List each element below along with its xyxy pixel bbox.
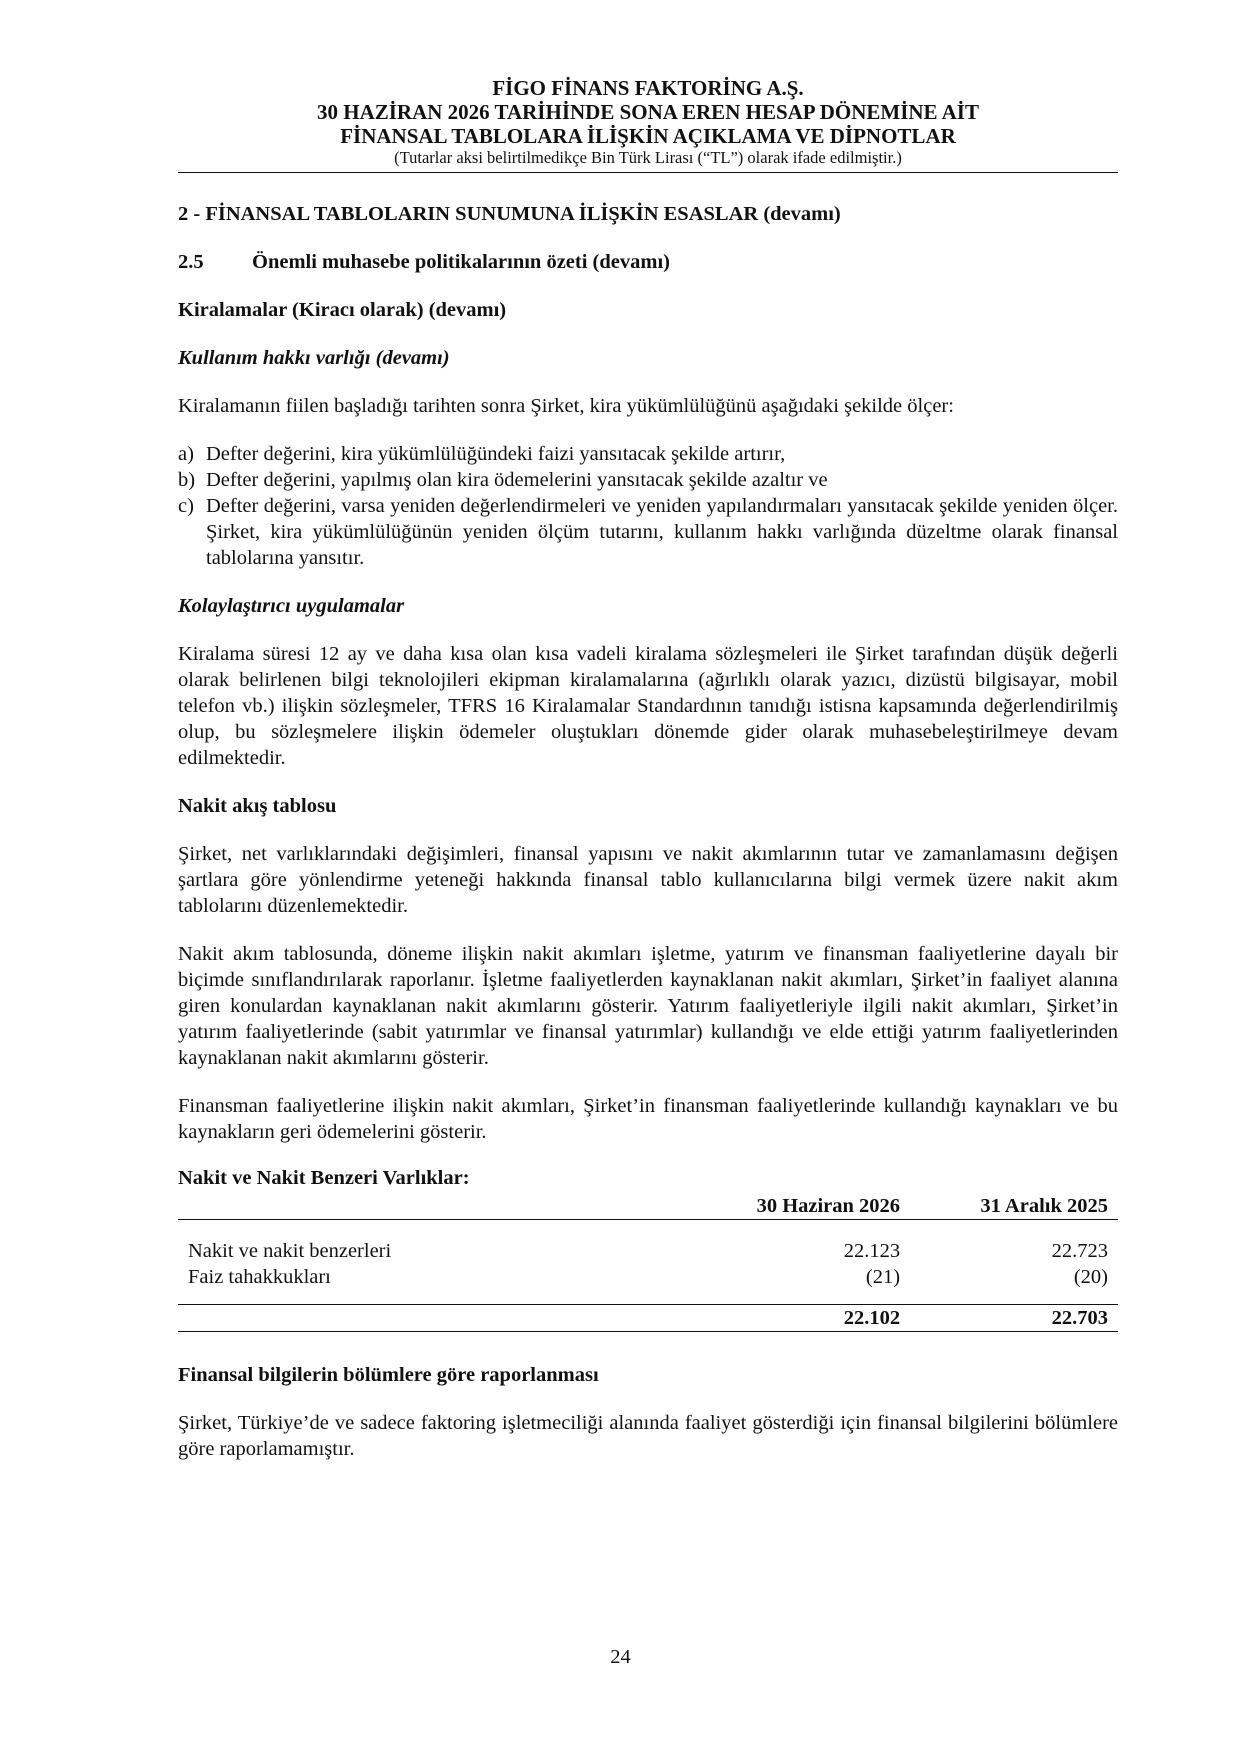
segment-paragraph: Şirket, Türkiye’de ve sadece faktoring işletmeciliği alanında faaliyet gösterdiği için finansal bilgilerini bölümlere göre raporlamamıştır. (178, 1412, 1118, 1460)
list-item (178, 493, 1118, 571)
list-item-text: Defter değerini, varsa yeniden değerlendirmeleri ve yeniden yapılandırmaları yansıtacak şekilde yeniden ölçer. Şirket, kira yükümlülüğünün yeniden ölçüm tutarını, kullanım hakkı varlığında düzeltme olarak finansal tablolarına yansıtır. (206, 495, 1118, 569)
practical-expedients-paragraph: Kiralama süresi 12 ay ve daha kısa olan kısa vadeli kiralama sözleşmeleri ile Şirket tarafından düşük değerli olarak belirlenen bilgi teknolojileri ekipman kiralamalarına (ağırlıklı olarak yazıcı, dizüstü bilgisayar, mobil telefon vb.) ilişkin sözleşmeler, TFRS 16 Kiralamalar Standardının tanıdığı istisna kapsamında değerlendirilmiş olup, bu sözleşmelere ilişkin ödemeler oluştukları dönemde gider olarak muhasebeleştirilmeye devam edilmektedir. (178, 643, 1118, 769)
column-header: 31 Aralık 2025 (910, 1191, 1118, 1220)
currency-note: (Tutarlar aksi belirtilmedikçe Bin Türk Lirası (“TL”) olarak ifade edilmiştir.) (394, 148, 902, 167)
header-divider (178, 172, 1118, 173)
column-header: 30 Haziran 2026 (663, 1191, 911, 1220)
document-header (178, 76, 1118, 173)
cell-value: 22.123 (843, 1240, 901, 1262)
list-item-text: Defter değerini, kira yükümlülüğündeki faizi yansıtacak şekilde artırır, (206, 443, 786, 465)
list-item (178, 441, 1118, 467)
cash-flow-paragraph: Finansman faaliyetlerine ilişkin nakit akımları, Şirket’in finansman faaliyetlerinde kullandığı kaynakları ve bu kaynakların geri ödemelerini gösterir. (178, 1095, 1118, 1143)
cash-flow-paragraph: Şirket, net varlıklarındaki değişimleri, finansal yapısını ve nakit akımlarının tutar ve zamanlamasını değişen şartlara göre yönlendirme yeteneği hakkında finansal tablo kullanıcılarına bilgi vermek üzere nakit akım tablolarını düzenlemektedir. (178, 843, 1118, 917)
list-item (178, 467, 1118, 493)
total-value: 22.703 (910, 1305, 1118, 1332)
cell-value: 22.723 (1051, 1240, 1108, 1262)
period-title: 30 HAZİRAN 2026 TARİHİNDE SONA EREN HESAP DÖNEMİNE AİT (316, 100, 979, 124)
cell-value: (21) (865, 1266, 901, 1288)
list-marker: a) (178, 443, 194, 465)
rou-heading: Kullanım hakkı varlığı (devamı) (178, 347, 450, 369)
table-header-row (178, 1191, 1118, 1220)
leases-heading: Kiralamalar (Kiracı olarak) (devamı) (178, 299, 507, 321)
row-label: Faiz tahakkukları (188, 1266, 331, 1288)
statement-title: FİNANSAL TABLOLARA İLİŞKİN AÇIKLAMA VE DİPNOTLAR (340, 124, 956, 148)
list-marker: c) (178, 495, 194, 517)
cash-flow-heading: Nakit akış tablosu (178, 795, 337, 817)
rou-measurement-list (178, 441, 1118, 571)
list-item-text: Defter değerini, yapılmış olan kira ödemelerini yansıtacak şekilde azaltır ve (206, 469, 828, 491)
table-total-row (178, 1305, 1118, 1332)
document-page (178, 76, 1118, 1462)
cell-value: (20) (1073, 1266, 1108, 1288)
total-value: 22.102 (663, 1305, 911, 1332)
table-row (178, 1264, 1118, 1290)
practical-expedients-heading: Kolaylaştırıcı uygulamalar (178, 595, 405, 617)
rou-intro-paragraph: Kiralamanın fiilen başladığı tarihten sonra Şirket, kira yükümlülüğünü aşağıdaki şekilde ölçer: (178, 395, 954, 417)
list-marker: b) (178, 469, 196, 491)
subsection-title: Önemli muhasebe politikalarının özeti (devamı) (252, 251, 670, 273)
table-row (178, 1238, 1118, 1264)
row-label: Nakit ve nakit benzerleri (188, 1240, 392, 1262)
section-title: 2 - FİNANSAL TABLOLARIN SUNUMUNA İLİŞKİN ESASLAR (devamı) (178, 203, 841, 225)
company-name: FİGO FİNANS FAKTORİNG A.Ş. (492, 76, 804, 100)
cash-flow-paragraph: Nakit akım tablosunda, döneme ilişkin nakit akımları işletme, yatırım ve finansman faaliyetlerine dayalı bir biçimde sınıflandırılarak raporlanır. İşletme faaliyetlerden kaynaklanan nakit akımları, Şirket’in faaliyet alanına giren konulardan kaynaklanan nakit akımlarını gösterir. Yatırım faaliyetleriyle ilgili nakit akımları, Şirket’in yatırım faaliyetlerinde (sabit yatırımlar ve finansal yatırımlar) kullandığı ve elde ettiği yatırım faaliyetlerinden kaynaklanan nakit akımlarını gösterir. (178, 943, 1118, 1069)
subsection-number: 2.5 (178, 251, 204, 273)
subsection-heading (178, 249, 1118, 275)
page-number: 24 (610, 1646, 631, 1668)
cash-equivalents-table (178, 1191, 1118, 1332)
cash-table-title: Nakit ve Nakit Benzeri Varlıklar: (178, 1167, 470, 1189)
segment-heading: Finansal bilgilerin bölümlere göre raporlanması (178, 1364, 599, 1386)
